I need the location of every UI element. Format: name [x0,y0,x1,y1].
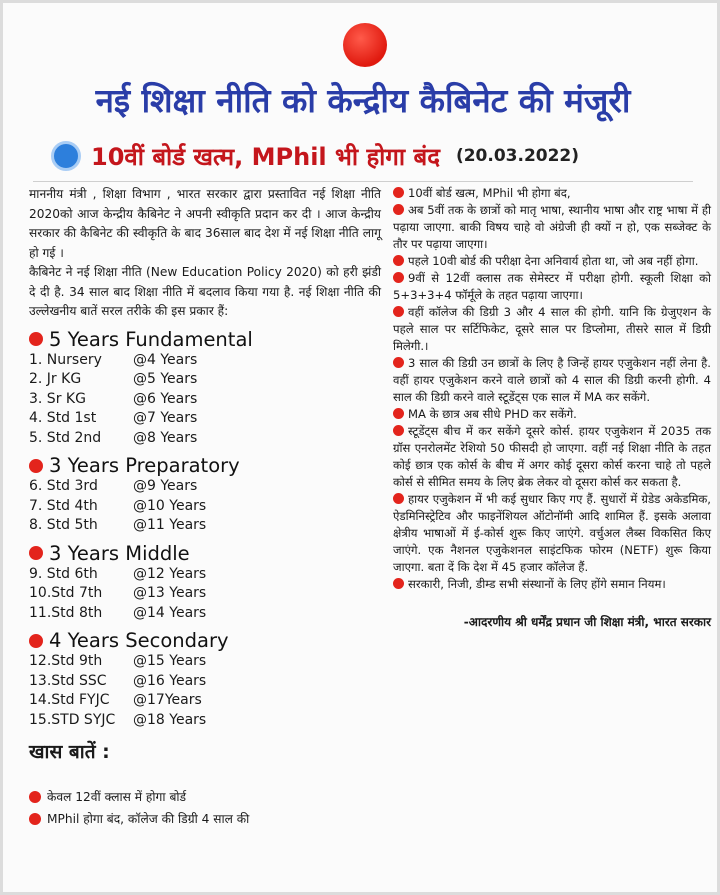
section-heading [29,328,381,351]
stage-label: 9. Std 6th [29,565,98,582]
key-point [393,576,711,593]
stage-item [29,477,381,497]
stage-age: @10 Years [133,497,207,514]
stage-label: 6. Std 3rd [29,478,98,494]
page-title: नई शिक्षा नीति को केन्द्रीय कैबिनेट की मंजूरी [95,81,631,120]
red-bullet-icon [393,204,404,215]
key-point [393,185,711,202]
stage-age: @12 Years [133,565,207,582]
stage-age: @11 Years [133,517,207,533]
signature: -आदरणीय श्री धर्मेंद्र प्रधान जी शिक्षा मंत्री, भारत सरकार [463,615,711,629]
stage-item [29,672,381,692]
stage-item [29,691,381,711]
key-point-text: वहीं कॉलेज की डिग्री 3 और 4 साल की होगी. यानि कि ग्रेजुएशन के पहले साल पर सर्टिफिकेट, दूसरे साल पर डिप्लोमा, तीसरे साल में डिग्री मिलेगी.। [393,305,711,353]
key-point [393,423,711,491]
stage-label: 4. Std 1st [29,410,97,426]
right-column [393,185,711,630]
red-bullet-icon [29,791,41,803]
subtitle-date: (20.03.2022) [455,146,580,166]
subtitle-text: 10वीं बोर्ड खत्म, MPhil भी होगा बंद [91,142,440,171]
stage-age: @14 Years [133,604,207,621]
section-title: 3 Years Preparatory [49,454,240,477]
red-bullet-icon [393,357,404,368]
stage-item [29,711,381,731]
divider [33,181,693,182]
key-point [393,202,711,253]
stage-item [29,584,381,604]
red-bullet-icon [29,634,43,648]
stage-item [29,497,381,517]
key-point [393,355,711,406]
key-point-text: 10वीं बोर्ड खत्म, MPhil भी होगा बंद, [408,186,571,200]
subtitle-row [51,138,579,174]
section-heading [29,629,381,652]
stage-item [29,652,381,672]
stage-age: @9 Years [133,478,198,494]
stage-item [29,516,381,536]
stage-age: @6 Years [133,390,198,407]
bottom-points [29,786,381,830]
red-bullet-icon [29,459,43,473]
stage-item [29,565,381,585]
red-bullet-icon [393,408,404,419]
intro-paragraph-2: कैबिनेट ने नई शिक्षा नीति (New Education Policy 2020) को हरी झंडी दे दी है. 34 साल बाद शिक्षा नीति में बदलाव किया गया है. नई शिक्षा नीति की उल्लेखनीय बातें सरल तरीके की इस प्रकार हैं: [29,265,381,318]
section-title: 5 Years Fundamental [49,327,253,351]
stage-label: 10.Std 7th [29,585,103,601]
stage-age: @16 Years [133,672,207,689]
stage-label: 11.Std 8th [29,604,103,621]
red-bullet-icon [393,493,404,504]
stage-item [29,370,381,390]
key-points [393,185,711,593]
stage-age: @7 Years [133,410,198,426]
red-bullet-icon [29,813,41,825]
stage-label: 3. Sr KG [29,390,86,407]
intro-paragraph-1: माननीय मंत्री , शिक्षा विभाग , भारत सरकार द्वारा प्रस्तावित नई शिक्षा नीति 2020को आज केन्द्रीय कैबिनेट ने अपनी स्वीकृति प्रदान कर दी । आज केन्द्रीय सरकार की कैबिनेट की स्वीकृति के बाद 36साल बाद देश में नई शिक्षा नीति लागू हो गई । [29,187,381,260]
stage-item [29,429,381,449]
stage-sections [29,328,381,731]
blue-circle-icon [51,141,81,171]
stage-item [29,409,381,429]
key-point [393,406,711,423]
key-point-text: 9वीं से 12वीं क्लास तक सेमेस्टर में परीक्षा होगी. स्कूली शिक्षा को 5+3+3+4 फॉर्मूले के तहत पढ़ाया जाएगा। [393,271,711,302]
left-column [29,185,381,830]
key-point-text: सरकारी, निजी, डीम्ड सभी संस्थानों के लिए होंगे समान नियम। [408,577,666,591]
red-bullet-icon [393,255,404,266]
red-bullet-icon [393,425,404,436]
key-point [393,304,711,355]
stage-age: @15 Years [133,653,207,669]
bottom-point [29,786,381,808]
bottom-point-text: MPhil होगा बंद, कॉलेज की डिग्री 4 साल की [47,812,250,826]
stage-age: @5 Years [133,371,198,387]
section-title: 3 Years Middle [49,541,190,565]
key-point [393,270,711,304]
red-circle-icon [343,23,387,67]
key-point-text: MA के छात्र अब सीधे PHD कर सकेंगे. [408,407,577,421]
section-title: 4 Years Secondary [49,629,229,652]
stage-age: @13 Years [133,585,207,601]
red-bullet-icon [393,187,404,198]
key-point-text: 3 साल की डिग्री उन छात्रों के लिए है जिन्हें हायर एजुकेशन नहीं लेना है. वहीं हायर एजुकेशन करने वाले छात्रों को 4 साल की डिग्री करनी होगी. 4 साल की डिग्री करने वाले स्टूडेंट्स एक साल में MA कर सकेंगे. [393,356,711,404]
stage-age: @18 Years [133,711,207,728]
red-bullet-icon [29,546,43,560]
stage-label: 5. Std 2nd [29,429,102,446]
stage-label: 1. Nursery [29,351,102,368]
stage-age: @8 Years [133,429,198,446]
section-heading [29,454,381,477]
key-point-text: अब 5वीं तक के छात्रों को मातृ भाषा, स्थानीय भाषा और राष्ट्र भाषा में ही पढ़ाया जाएगा. बाकी विषय चाहे वो अंग्रेजी ही क्यों न हो, एक सब्जेक्ट के तौर पर पढ़ाया जाएगा। [393,203,711,251]
stage-item [29,390,381,410]
bottom-point-text: केवल 12वीं क्लास में होगा बोर्ड [47,790,187,804]
key-point-text: पहले 10वी बोर्ड की परीक्षा देना अनिवार्य होता था, जो अब नहीं होगा. [408,254,699,268]
stage-label: 7. Std 4th [29,497,98,514]
section-heading [29,542,381,565]
stage-item [29,351,381,371]
red-bullet-icon [393,272,404,283]
key-point-text: स्टूडेंट्स बीच में कर सकेंगे दूसरे कोर्स. हायर एजुकेशन में 2035 तक ग्रॉस एनरोलमेंट रेशियो 50 फीसदी हो जाएगा. वहीं नई शिक्षा नीति के तहत कोई छात्र एक कोर्स के बीच में अगर कोई दूसरा कोर्स करना चाहे तो पहले कोर्स से सीमित समय के लिए ब्रेक लेकर वो दूसरा कोर्स कर सकता है. [393,424,711,489]
stage-label: 2. Jr KG [29,371,82,387]
red-bullet-icon [393,306,404,317]
key-point [393,491,711,576]
khas-baatein-heading: खास बातें : [29,741,110,763]
stage-label: 12.Std 9th [29,653,103,669]
stage-label: 14.Std FYJC [29,692,110,708]
stage-label: 8. Std 5th [29,517,98,533]
stage-label: 15.STD SYJC [29,711,116,728]
red-bullet-icon [29,332,43,346]
red-bullet-icon [393,578,404,589]
stage-label: 13.Std SSC [29,672,107,689]
stage-item [29,604,381,624]
bottom-point [29,808,381,830]
key-point-text: हायर एजुकेशन में भी कई सुधार किए गए हैं. सुधारों में ग्रेडेड अकेडमिक, ऐडमिनिस्ट्रेटिव और फाइनेंशियल ऑटोनॉमी आदि शामिल हैं. इसके अलावा क्षेत्रीय भाषाओं में ई-कोर्स शुरू किए जाएंगे. वर्चुअल लैब्स विकसित किए जाएंगे. एक नैशनल एजुकेशनल साइंटफिक फोरम (NETF) शुरू किया जाएगा. बता दें कि देश में 45 हजार कॉलेज हैं. [393,492,711,574]
key-point [393,253,711,270]
stage-age: @17Years [133,692,202,708]
stage-age: @4 Years [133,351,198,368]
